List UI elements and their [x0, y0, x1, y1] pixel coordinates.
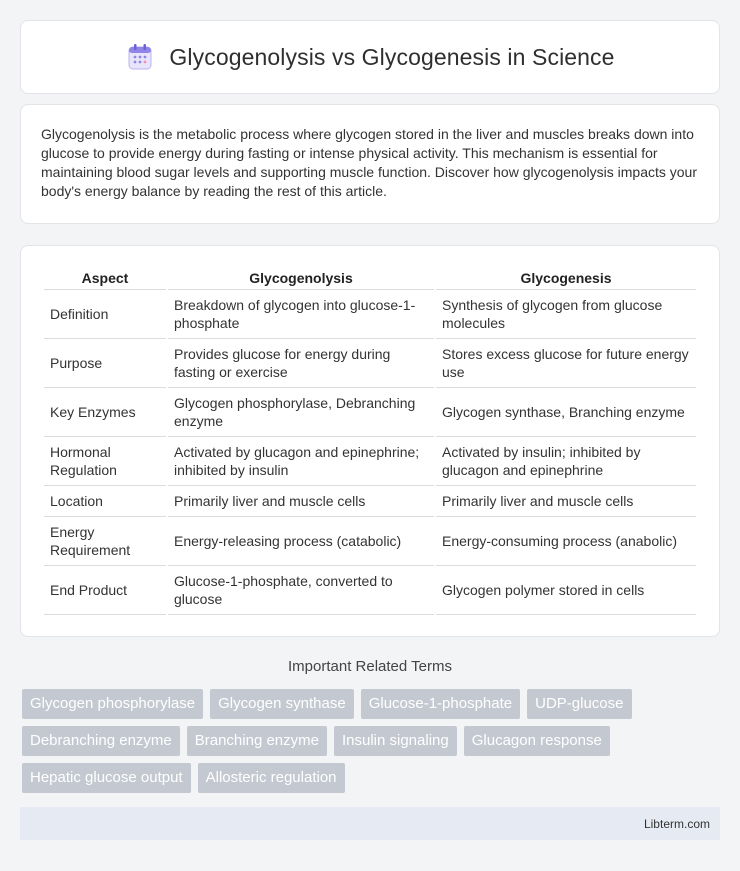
row-aspect: Definition	[44, 290, 166, 339]
glycogenesis-cell: Glycogen polymer stored in cells	[436, 566, 696, 615]
glycogenesis-cell: Primarily liver and muscle cells	[436, 486, 696, 517]
table-row	[44, 437, 696, 486]
term-tag[interactable]: Debranching enzyme	[22, 726, 180, 756]
calendar-grid-icon	[125, 42, 155, 72]
table-row	[44, 290, 696, 339]
footer-site-link[interactable]: Libterm.com	[643, 816, 710, 831]
page-title: Glycogenolysis vs Glycogenesis in Science	[169, 43, 615, 70]
page-footer	[20, 807, 720, 840]
table-row	[44, 517, 696, 566]
glycogenolysis-cell: Glucose-1-phosphate, converted to glucose	[168, 566, 434, 615]
term-tag[interactable]: Hepatic glucose output	[22, 763, 191, 793]
table-row	[44, 566, 696, 615]
glycogenesis-cell: Glycogen synthase, Branching enzyme	[436, 388, 696, 437]
glycogenolysis-cell: Activated by glucagon and epinephrine; inhibited by insulin	[168, 437, 434, 486]
table-row	[44, 339, 696, 388]
term-tag[interactable]: Allosteric regulation	[198, 763, 345, 793]
term-tag[interactable]: Glycogen phosphorylase	[22, 689, 203, 719]
related-terms-list	[22, 689, 720, 793]
column-header-aspect: Aspect	[44, 264, 166, 290]
term-tag[interactable]: Glucose-1-phosphate	[361, 689, 520, 719]
column-header-glycogenesis: Glycogenesis	[436, 264, 696, 290]
glycogenesis-cell: Energy-consuming process (anabolic)	[436, 517, 696, 566]
glycogenolysis-cell: Glycogen phosphorylase, Debranching enzyme	[168, 388, 434, 437]
glycogenesis-cell: Stores excess glucose for future energy use	[436, 339, 696, 388]
term-tag[interactable]: Glucagon response	[464, 726, 610, 756]
row-aspect: Hormonal Regulation	[44, 437, 166, 486]
glycogenolysis-cell: Provides glucose for energy during fasting or exercise	[168, 339, 434, 388]
column-header-glycogenolysis: Glycogenolysis	[168, 264, 434, 290]
comparison-table	[42, 264, 698, 615]
term-tag[interactable]: Branching enzyme	[187, 726, 327, 756]
row-aspect: Location	[44, 486, 166, 517]
term-tag[interactable]: Insulin signaling	[334, 726, 457, 756]
intro-card	[20, 104, 720, 224]
table-row	[44, 486, 696, 517]
related-terms-title: Important Related Terms	[288, 658, 452, 675]
table-header-row	[44, 264, 696, 290]
glycogenolysis-cell: Primarily liver and muscle cells	[168, 486, 434, 517]
row-aspect: Purpose	[44, 339, 166, 388]
row-aspect: End Product	[44, 566, 166, 615]
term-tag[interactable]: Glycogen synthase	[210, 689, 354, 719]
comparison-card	[20, 245, 720, 637]
page-header	[20, 20, 720, 94]
table-row	[44, 388, 696, 437]
row-aspect: Energy Requirement	[44, 517, 166, 566]
glycogenesis-cell: Activated by insulin; inhibited by glucagon and epinephrine	[436, 437, 696, 486]
glycogenolysis-cell: Energy-releasing process (catabolic)	[168, 517, 434, 566]
term-tag[interactable]: UDP-glucose	[527, 689, 631, 719]
row-aspect: Key Enzymes	[44, 388, 166, 437]
glycogenolysis-cell: Breakdown of glycogen into glucose-1-phosphate	[168, 290, 434, 339]
glycogenesis-cell: Synthesis of glycogen from glucose molecules	[436, 290, 696, 339]
intro-text: Glycogenolysis is the metabolic process where glycogen stored in the liver and muscles breaks down into glucose to provide energy during fasting or intense physical activity. This mechanism is essential for maintaining blood sugar levels and supporting muscle function. Discover how glycogenolysis impacts your body's energy balance by reading the rest of this article.	[41, 126, 698, 199]
